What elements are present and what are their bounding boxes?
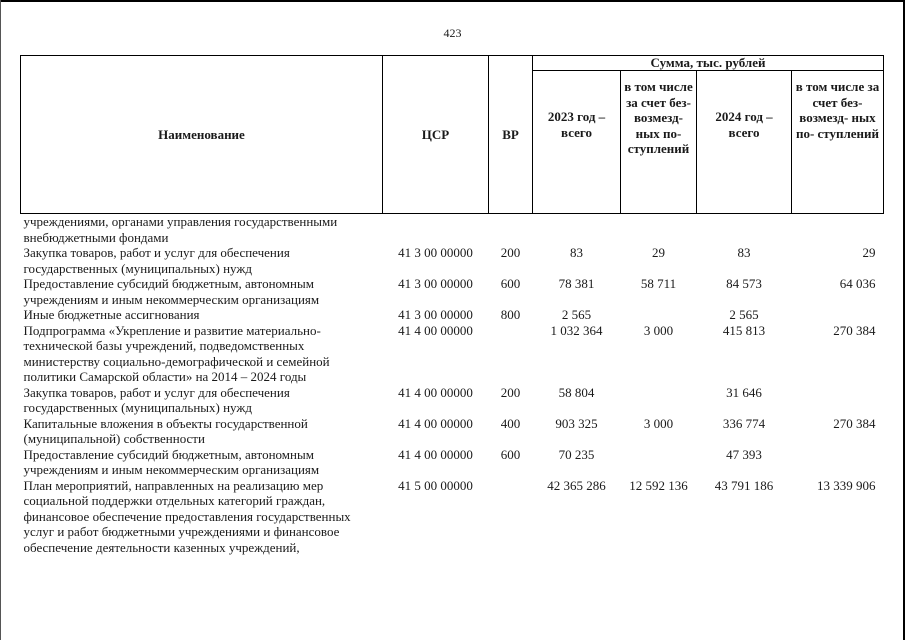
row-csr: 41 3 00 00000 — [398, 276, 473, 291]
row-2024-free: 13 339 906 — [817, 477, 876, 493]
row-2024-free: 270 384 — [833, 322, 876, 338]
header-2023-total: 2023 год – всего — [533, 71, 621, 214]
row-vr — [489, 478, 533, 556]
row-csr: 41 4 00 00000 — [398, 384, 473, 400]
row-2024-total: 43 791 186 — [714, 477, 774, 493]
row-2024-free: 270 384 — [833, 415, 876, 431]
row-2023-total: 903 325 — [555, 415, 598, 431]
row-2023-total: 58 804 — [558, 384, 595, 400]
table-row — [21, 478, 884, 556]
header-2024-free: в том числе за счет без- возмезд- ных по- ступлений — [792, 71, 884, 214]
row-2023-total: 42 365 286 — [547, 477, 606, 493]
header-name: Наименование — [21, 56, 383, 214]
row-2024-free — [792, 385, 884, 416]
row-csr: 41 4 00 00000 — [398, 322, 473, 338]
row-name: Подпрограмма «Укрепление и развитие материально-технической базы учреждений, подведомственных министерству социально-демографической и семейной политики Самарской области» на 2014 – 2024 годы — [23, 322, 330, 384]
row-2024-total: 415 813 — [722, 322, 766, 338]
row-2024-total: 47 393 — [726, 446, 762, 462]
row-vr: 600 — [500, 276, 521, 291]
row-2023-free: 58 711 — [640, 276, 677, 291]
row-2023-free: 3 000 — [643, 322, 674, 338]
row-csr: 41 3 00 00000 — [398, 307, 473, 322]
header-sum-group: Сумма, тыс. рублей — [533, 56, 884, 71]
table-row — [21, 385, 884, 416]
row-vr: 200 — [500, 384, 521, 400]
row-2024-total: 336 774 — [722, 415, 766, 431]
row-name: Закупка товаров, работ и услуг для обеспечения государственных (муниципальных) нужд — [23, 245, 290, 276]
row-vr: 800 — [500, 307, 521, 322]
page-left-edge — [0, 0, 1, 640]
row-2024-total: 31 646 — [726, 384, 762, 400]
row-2023-total: 83 — [570, 245, 583, 260]
row-2023-free — [621, 447, 697, 478]
row-csr: 41 5 00 00000 — [398, 477, 473, 493]
table-row — [21, 416, 884, 447]
row-csr — [383, 214, 489, 246]
row-name: План мероприятий, направленных на реализацию мер социальной поддержки отдельных категорий граждан, финансовое обеспечение предоставления государственных услуг и работ бюджетными учреждениями и финансовое обеспечение деятельности казенных учреждений, — [23, 477, 351, 555]
row-name: Предоставление субсидий бюджетным, автономным учреждениям и иным некоммерческим организациям — [23, 446, 320, 477]
row-csr: 41 4 00 00000 — [398, 446, 473, 462]
row-2023-free: 29 — [652, 245, 665, 260]
budget-table — [20, 55, 884, 555]
row-name: Предоставление субсидий бюджетным, автономным учреждениям и иным некоммерческим организациям — [23, 276, 320, 307]
row-2024-total: 84 573 — [726, 276, 762, 291]
table-header — [21, 56, 884, 214]
row-2024-free — [792, 447, 884, 478]
row-2023-free: 3 000 — [643, 415, 674, 431]
row-2023-total — [533, 214, 621, 246]
row-2023-total: 70 235 — [558, 446, 595, 462]
row-2023-total: 1 032 364 — [550, 322, 603, 338]
page-top-edge — [0, 0, 905, 2]
row-2024-free — [792, 307, 884, 323]
row-csr: 41 4 00 00000 — [398, 415, 473, 431]
row-2024-free: 29 — [862, 245, 876, 260]
row-2023-free: 12 592 136 — [629, 477, 688, 493]
row-2024-total: 2 565 — [729, 307, 759, 322]
row-name: Иные бюджетные ассигнования — [23, 307, 200, 322]
header-2023-free: в том числе за счет без- возмезд- ных по- ступлений — [621, 71, 697, 214]
table-row — [21, 245, 884, 276]
table-row — [21, 276, 884, 307]
row-vr: 200 — [500, 245, 521, 260]
table-row — [21, 214, 884, 246]
row-vr: 400 — [500, 415, 521, 431]
table-body — [21, 214, 884, 556]
table-row — [21, 447, 884, 478]
row-2024-total: 83 — [737, 245, 751, 260]
header-2024-total: 2024 год – всего — [697, 71, 792, 214]
row-name: учреждениями, органами управления государственными внебюджетными фондами — [23, 214, 338, 245]
row-2024-free — [792, 214, 884, 246]
row-2024-total — [697, 214, 792, 246]
row-vr: 600 — [500, 446, 521, 462]
header-vr: ВР — [489, 56, 533, 214]
row-2023-total: 2 565 — [561, 307, 592, 322]
table-row — [21, 307, 884, 323]
header-csr: ЦСР — [383, 56, 489, 214]
row-name: Закупка товаров, работ и услуг для обеспечения государственных (муниципальных) нужд — [23, 384, 290, 415]
row-2023-free — [621, 214, 697, 246]
row-2023-free — [621, 385, 697, 416]
page-number: 423 — [443, 26, 462, 40]
row-name: Капитальные вложения в объекты государственной (муниципальной) собственности — [23, 415, 308, 446]
row-2023-total: 78 381 — [558, 276, 595, 291]
row-vr — [489, 323, 533, 385]
row-csr: 41 3 00 00000 — [398, 245, 473, 260]
row-2024-free: 64 036 — [839, 276, 876, 291]
table-row — [21, 323, 884, 385]
row-vr — [489, 214, 533, 246]
row-2023-free — [621, 307, 697, 323]
